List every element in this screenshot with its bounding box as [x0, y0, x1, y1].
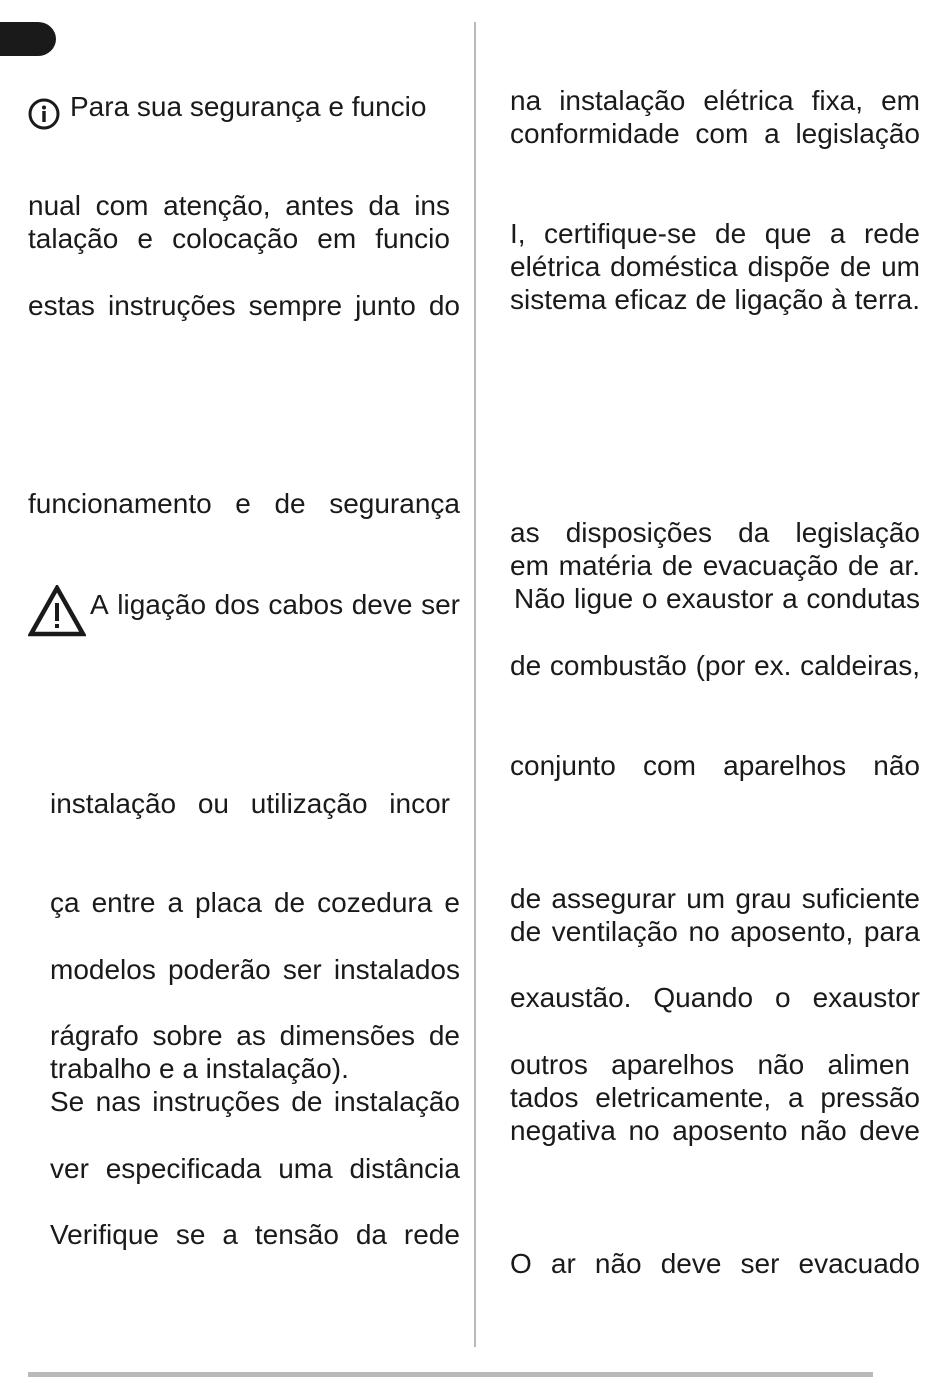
text-line: modelos poderão ser instalados — [50, 954, 460, 985]
text-line: trabalho e a instalação). — [50, 1053, 349, 1084]
text-line: conformidade com a legislação — [510, 118, 920, 149]
text-line: nual com atenção, antes da ins — [28, 190, 450, 221]
text-line: outros aparelhos não alimen — [510, 1049, 910, 1080]
text-line: I, certifique-se de que a rede — [510, 218, 920, 249]
text-line: sistema eficaz de ligação à terra. — [510, 284, 920, 315]
text-line: Verifique se a tensão da rede — [50, 1219, 460, 1250]
text-line: de combustão (por ex. caldeiras, — [510, 650, 920, 681]
text-line: Se nas instruções de instalação — [50, 1086, 460, 1117]
page-tab-marker — [0, 22, 56, 56]
warning-icon — [28, 585, 86, 637]
text-line: instalação ou utilização incor — [50, 788, 450, 819]
text-line: conjunto com aparelhos não — [510, 750, 920, 781]
text-line: Para sua segurança e funcio — [70, 91, 427, 122]
text-line: ver especificada uma distância — [50, 1153, 460, 1184]
text-line: de assegurar um grau suficiente — [510, 883, 920, 914]
text-line: O ar não deve ser evacuado — [510, 1248, 920, 1279]
text-line: tados eletricamente, a pressão — [510, 1082, 920, 1113]
text-line: funcionamento e de segurança — [28, 488, 460, 519]
text-line: rágrafo sobre as dimensões de — [50, 1020, 460, 1051]
text-line: estas instruções sempre junto do — [28, 290, 460, 321]
text-line: elétrica doméstica dispõe de um — [510, 251, 920, 282]
text-line: de ventilação no aposento, para — [510, 916, 920, 947]
text-line: talação e colocação em funcio — [28, 223, 450, 254]
text-line: ça entre a placa de cozedura e — [50, 887, 460, 918]
text-line: A ligação dos cabos deve ser — [90, 589, 460, 620]
text-line: negativa no aposento não deve — [510, 1115, 920, 1146]
info-icon — [28, 98, 60, 130]
text-line: exaustão. Quando o exaustor — [510, 982, 920, 1013]
text-line: na instalação elétrica fixa, em — [510, 85, 920, 116]
text-line: em matéria de evacuação de ar. — [510, 550, 920, 581]
footer-rule — [28, 1372, 873, 1377]
text-line: as disposições da legislação — [510, 517, 920, 548]
text-line: Não ligue o exaustor a condutas — [514, 583, 920, 614]
column-divider — [474, 22, 476, 1347]
